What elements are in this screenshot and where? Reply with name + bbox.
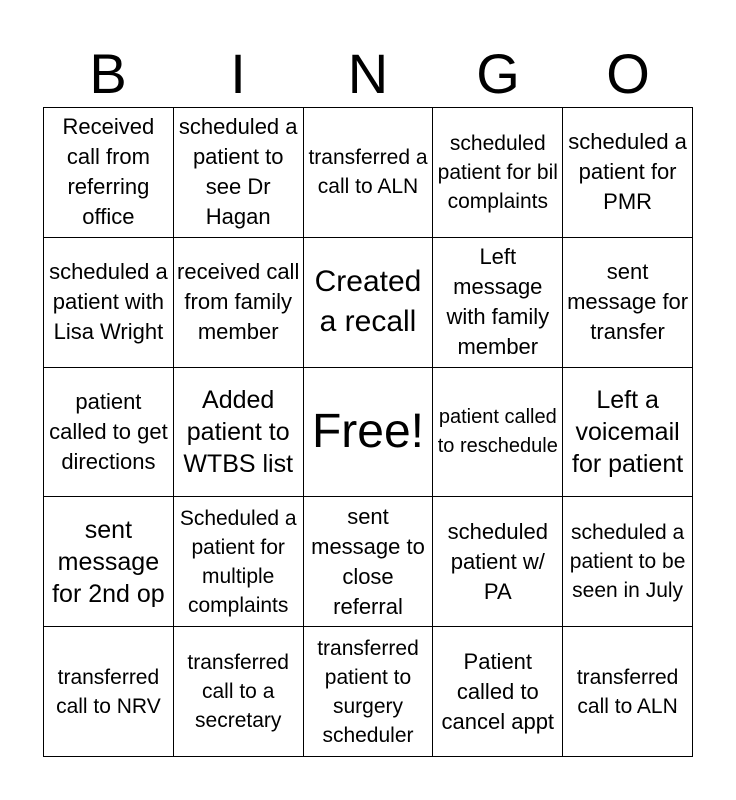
bingo-cell-text: transferred call to NRV bbox=[56, 665, 161, 718]
bingo-cell-r5-c3[interactable] bbox=[304, 627, 434, 757]
bingo-cell-text: scheduled a patient to be seen in July bbox=[569, 521, 686, 603]
bingo-cell-r2-c4[interactable] bbox=[433, 238, 563, 368]
bingo-cell-r1-c3[interactable] bbox=[304, 108, 434, 238]
bingo-cell-text: Scheduled a patient for multiple complaints bbox=[179, 506, 297, 617]
bingo-cell-text: Added patient to WTBS list bbox=[183, 385, 294, 478]
bingo-board bbox=[43, 107, 693, 757]
bingo-cell-r5-c5[interactable] bbox=[563, 627, 693, 757]
bingo-cell-r3-c4[interactable] bbox=[433, 368, 563, 498]
bingo-header bbox=[43, 40, 693, 108]
bingo-cell-text: sent message for 2nd op bbox=[52, 515, 165, 608]
bingo-cell-r1-c5[interactable] bbox=[563, 108, 693, 238]
bingo-cell-text: transferred call to ALN bbox=[576, 665, 679, 718]
bingo-cell-r4-c2[interactable] bbox=[174, 497, 304, 627]
bingo-cell-r2-c1[interactable] bbox=[44, 238, 174, 368]
bingo-cell-r2-c5[interactable] bbox=[563, 238, 693, 368]
bingo-cell-r3-c2[interactable] bbox=[174, 368, 304, 498]
bingo-cell-text: Received call from referring office bbox=[62, 114, 155, 230]
bingo-cell-free-space[interactable] bbox=[304, 368, 434, 498]
bingo-cell-text: sent message for transfer bbox=[567, 259, 689, 345]
bingo-cell-text: scheduled a patient for PMR bbox=[568, 129, 687, 215]
bingo-cell-text: Left message with family member bbox=[446, 244, 550, 360]
bingo-cell-r1-c4[interactable] bbox=[433, 108, 563, 238]
bingo-cell-text: Created a recall bbox=[314, 265, 422, 339]
header-letter-g: G bbox=[476, 42, 520, 105]
bingo-cell-text: patient called to reschedule bbox=[437, 405, 558, 457]
bingo-cell-text: sent message to close referral bbox=[311, 503, 425, 619]
bingo-cell-text: patient called to get directions bbox=[49, 388, 168, 474]
bingo-cell-text: scheduled patient for bil complaints bbox=[437, 131, 558, 213]
bingo-cell-r4-c1[interactable] bbox=[44, 497, 174, 627]
bingo-cell-r5-c2[interactable] bbox=[174, 627, 304, 757]
bingo-cell-text: Left a voicemail for patient bbox=[572, 385, 684, 478]
bingo-cell-r5-c1[interactable] bbox=[44, 627, 174, 757]
bingo-cell-r4-c5[interactable] bbox=[563, 497, 693, 627]
bingo-cell-text: transferred patient to surgery scheduler bbox=[317, 636, 419, 747]
bingo-cell-text: scheduled a patient to see Dr Hagan bbox=[178, 114, 298, 230]
bingo-cell-text: scheduled patient w/ PA bbox=[447, 518, 548, 604]
bingo-cell-r4-c3[interactable] bbox=[304, 497, 434, 627]
bingo-cell-r2-c3[interactable] bbox=[304, 238, 434, 368]
header-letter-o: O bbox=[606, 42, 650, 105]
bingo-cell-text: received call from family member bbox=[177, 259, 300, 345]
header-letter-n: N bbox=[347, 42, 389, 105]
bingo-cell-r4-c4[interactable] bbox=[433, 497, 563, 627]
bingo-cell-r1-c1[interactable] bbox=[44, 108, 174, 238]
bingo-cell-r3-c5[interactable] bbox=[563, 368, 693, 498]
free-space-label: Free! bbox=[311, 404, 424, 458]
bingo-cell-r2-c2[interactable] bbox=[174, 238, 304, 368]
bingo-cell-text: scheduled a patient with Lisa Wright bbox=[49, 259, 168, 345]
bingo-cell-text: transferred call to a secretary bbox=[187, 651, 289, 733]
bingo-cell-text: transferred a call to ALN bbox=[308, 146, 428, 199]
bingo-cell-text: Patient called to cancel appt bbox=[441, 648, 555, 734]
bingo-cell-r5-c4[interactable] bbox=[433, 627, 563, 757]
bingo-cell-r3-c1[interactable] bbox=[44, 368, 174, 498]
header-letter-b: B bbox=[89, 42, 127, 105]
header-letter-i: I bbox=[230, 42, 246, 105]
bingo-cell-r1-c2[interactable] bbox=[174, 108, 304, 238]
